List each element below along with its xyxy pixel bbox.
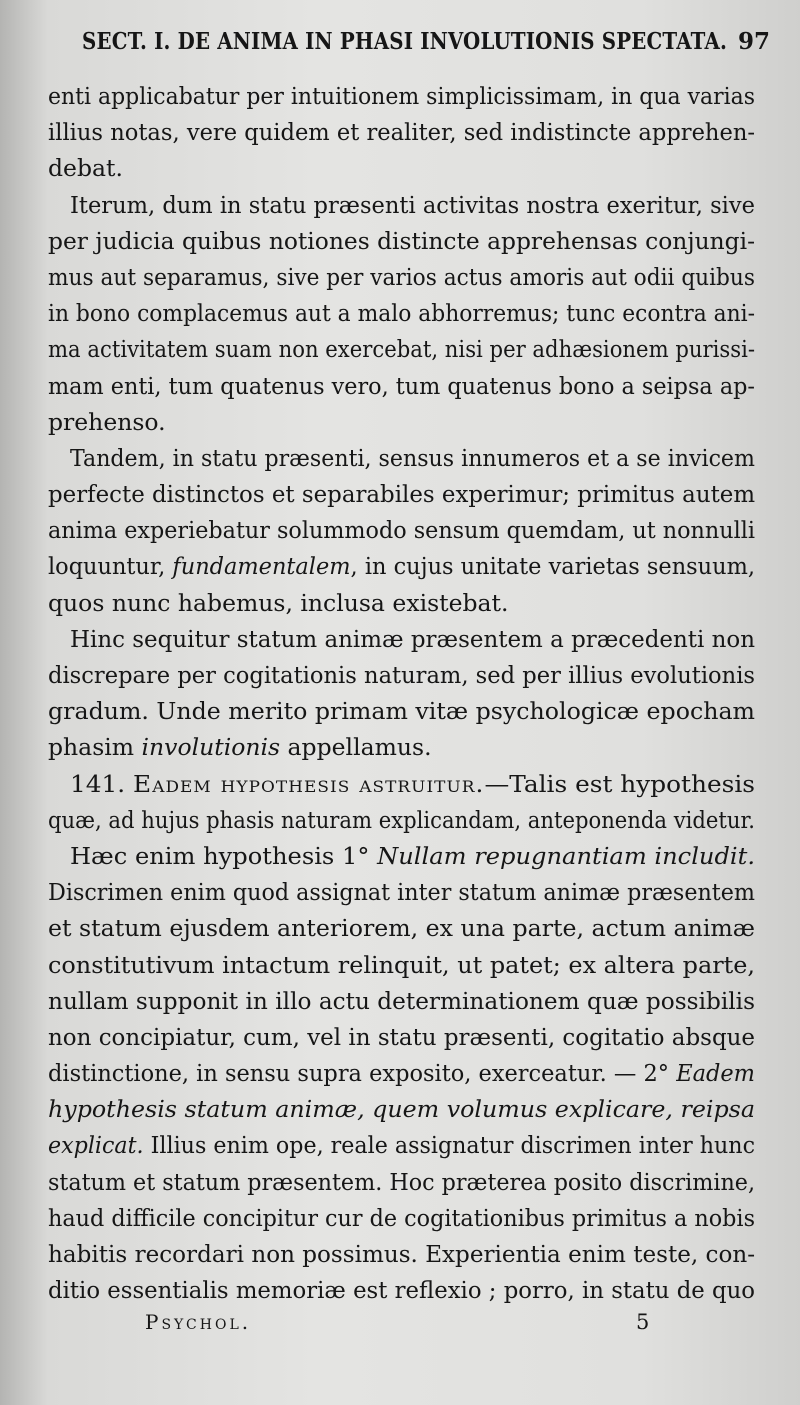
text-run: mam enti, tum quatenus vero, tum quatenus bono a seipsa ap- [48,371,755,400]
text-line [48,947,755,983]
body-text [48,78,755,1308]
text-line-content [48,1127,755,1163]
text-line [48,114,755,150]
text-run: habitis recordari non possimus. Experientia enim teste, con- [48,1240,756,1268]
text-line [48,259,755,295]
text-run: discrepare per cogitationis naturam, sed per illius evolutionis [48,661,756,689]
text-line [48,368,755,404]
text-line-content [48,585,508,621]
text-line-content [48,78,755,114]
text-line [48,729,755,765]
text-run: Tandem, in statu præsenti, sensus innumeros et a se invicem [70,443,755,472]
text-run: ma activitatem suam non exercebat, nisi per adhæsionem purissi- [48,335,756,364]
text-line-content [48,910,755,946]
text-line [48,1055,755,1091]
text-line [48,150,755,186]
text-line [48,512,755,548]
text-line-content [48,512,755,548]
text-run: per judicia quibus notiones distincte apprehensas conjungi- [48,226,755,255]
text-run: —Talis est hypothesis [484,769,755,798]
text-line [48,838,755,874]
text-run: Illius enim ope, reale assignatur discrimen inter hunc [143,1131,755,1160]
page-footer [0,1310,800,1350]
sheet-number: 5 [636,1310,650,1334]
text-line [48,1091,755,1127]
text-line [48,223,755,259]
text-run: Hinc sequitur statum animæ præsentem a præcedenti non [70,624,756,653]
text-run: nullam supponit in illo actu determinationem quæ possibilis [48,986,756,1015]
small-caps-run: Eadem hypothesis astruitur. [133,769,485,798]
text-run: gradum. Unde merito primam vitæ psychologicæ epocham [48,697,756,726]
text-run: et statum ejusdem anteriorem, ex una parte, actum animæ [48,914,756,943]
text-line-content [48,1200,755,1236]
page-number: 97 [737,28,770,55]
text-line-content [48,295,755,331]
text-line [48,476,755,512]
running-head-title: SECT. I. DE ANIMA IN PHASI INVOLUTIONIS SPECTATA. [82,28,728,55]
text-run: anima experiebatur solummodo sensum quemdam, ut nonnulli [48,516,755,545]
text-line-content [48,729,432,765]
text-run: , in cujus unitate varietas sensuum, [350,552,755,581]
text-line-content [48,1272,755,1308]
text-run: mus aut separamus, sive per varios actus amoris aut odii quibus [48,262,756,291]
italic-run: Eadem [676,1059,755,1088]
text-line-content [48,259,755,295]
text-line [48,1236,755,1272]
text-line [48,404,755,440]
text-run: in bono complacemus aut a malo abhorremus; tunc econtra ani- [48,299,755,328]
text-line-content [48,404,166,440]
text-line [48,295,755,331]
text-line-content [48,368,755,404]
text-run: prehenso. [48,407,166,436]
text-line-content [70,766,755,802]
text-run: Iterum, dum in statu præsenti activitas nostra exeritur, sive [70,190,755,219]
text-line [48,983,755,1019]
text-line [48,187,755,223]
text-line-content [48,1091,755,1127]
text-run: ditio essentialis memoriæ est reflexio ; porro, in statu de quo [48,1276,755,1305]
text-run: loquuntur, [48,552,173,581]
italic-run: Nullam repugnantiam includit. [377,841,756,870]
text-run: statum et statum præsentem. Hoc præterea posito discrimine, [48,1167,756,1196]
text-run: Hæc enim hypothesis 1° [70,841,378,870]
italic-run: explicat. [48,1131,144,1160]
text-run: constitutivum intactum relinquit, ut patet; ex altera parte, [48,950,755,979]
running-head [0,24,800,60]
text-line-content [48,223,755,259]
text-line [48,548,755,584]
text-line [48,874,755,910]
text-line-content [48,150,123,186]
signature-mark: Psychol. [145,1310,252,1334]
text-line [48,910,755,946]
text-line-content [48,1164,755,1200]
text-run: quæ, ad hujus phasis naturam explicandam, anteponenda videtur. [48,805,756,834]
text-run: enti applicabatur per intuitionem simplicissimam, in qua varias [48,82,755,110]
text-line [48,1272,755,1308]
text-run: perfecte distinctos et separabiles experimur; primitus autem [48,480,756,509]
text-line-content [48,331,755,367]
text-run: quos nunc habemus, inclusa existebat. [48,588,509,617]
text-line-content [48,476,755,512]
text-line [48,1164,755,1200]
text-line-content [48,1019,755,1055]
text-line-content [48,548,755,584]
text-line-content [70,621,755,657]
italic-run: hypothesis statum animæ, quem volumus explicare, reipsa [48,1095,756,1124]
text-line [48,585,755,621]
text-run: illius notas, vere quidem et realiter, sed indistincte apprehen- [48,118,756,147]
text-run: phasim [48,733,142,762]
italic-run: involutionis [141,733,281,762]
text-line-content [48,693,755,729]
text-line-content [70,187,755,223]
text-line-content [48,1236,755,1272]
text-line [48,657,755,693]
text-run: distinctione, in sensu supra exposito, exerceatur. — 2° [48,1059,677,1088]
text-run: debat. [48,154,123,183]
text-line [48,1127,755,1163]
text-line-content [48,802,755,838]
italic-run: fundamentalem [172,552,351,581]
text-run: Discrimen enim quod assignat inter statum animæ præsentem [48,878,755,907]
text-line-content [48,874,755,910]
text-line [48,1019,755,1055]
text-line-content [70,838,755,874]
text-line-content [48,947,755,983]
text-line [48,766,755,802]
text-run: 141. [70,769,134,798]
text-line-content [48,1055,755,1091]
text-line [48,440,755,476]
text-line-content [48,657,755,693]
text-line [48,621,755,657]
text-line-content [48,983,755,1019]
text-line-content [48,114,755,150]
text-run: haud difficile concipitur cur de cogitationibus primitus a nobis [48,1203,756,1232]
text-line [48,802,755,838]
text-run: appellamus. [280,733,432,762]
text-line-content [70,440,755,476]
text-line [48,693,755,729]
text-run: non concipiatur, cum, vel in statu præsenti, cogitatio absque [48,1022,756,1051]
text-line [48,1200,755,1236]
text-line [48,331,755,367]
text-line [48,78,755,114]
